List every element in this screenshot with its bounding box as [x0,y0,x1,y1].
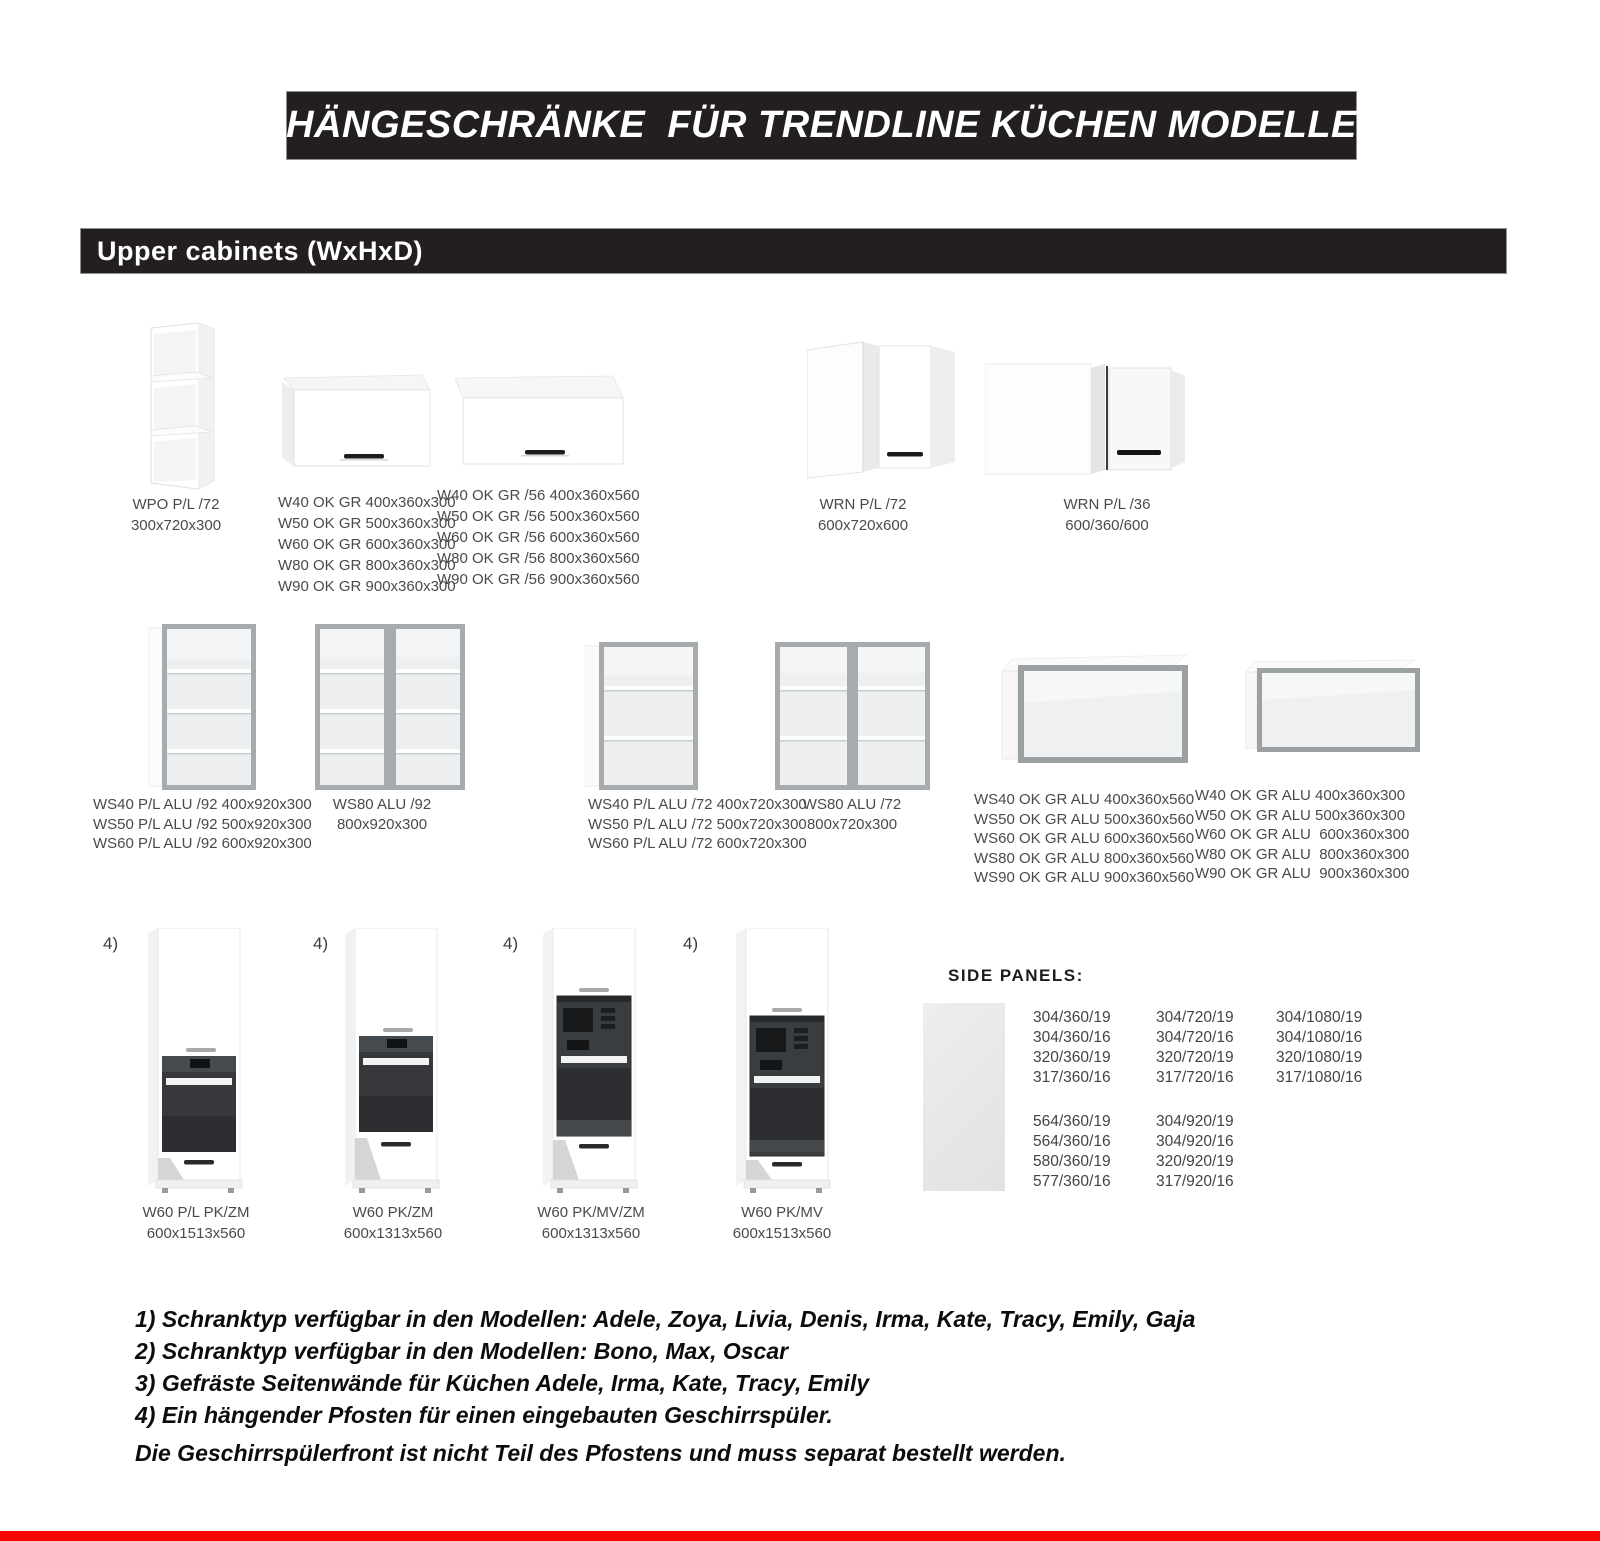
text-line: 320/360/19 [1033,1049,1111,1066]
footnotes-list [135,1303,1195,1431]
text-line: 304/720/19 [1156,1009,1234,1026]
text-line: 317/360/16 [1033,1069,1111,1086]
illustration-tall-cabinet-w60-pl-pk-zm [148,928,248,1194]
text-line: WS40 P/L ALU /92 400x920x300 [93,796,312,813]
illustration-corner-cabinet-wrn-36 [985,360,1185,478]
product-label-ws-alu-92 [93,795,312,854]
text-line: WS50 P/L ALU /72 500x720x300 [588,815,807,833]
text-line: W60 PK/MV/ZM [537,1204,645,1221]
text-line: W60 P/L PK/ZM [142,1204,250,1221]
text-line: 600x1313x560 [343,1225,443,1242]
product-label-w-ok-gr-alu [1195,786,1409,884]
text-line: 320/1080/19 [1276,1049,1363,1066]
illustration-glass-cabinet-ws80-72 [775,640,930,792]
product-label-wpo [108,494,244,536]
product-label-ws80-alu-72 [782,795,922,834]
product-label-w60-pk-mv [697,1202,867,1244]
text-line: WRN P/L /36 [1063,496,1151,513]
text-line: 300x720x300 [130,517,222,534]
text-line: 3) Gefräste Seitenwände für Küchen Adele, Irma, Kate, Tracy, Emily [135,1370,870,1396]
product-label-wrn-36 [1039,494,1175,536]
text-line: 1) Schranktyp verfügbar in den Modellen: Adele, Zoya, Livia, Denis, Irma, Kate, Tracy, Emily, Gaja [135,1306,1196,1332]
text-line: W50 OK GR ALU 500x360x300 [1195,806,1406,824]
text-line: 600x1513x560 [146,1225,246,1242]
text-line: 317/720/16 [1156,1069,1234,1086]
page-title: HÄNGESCHRÄNKE FÜR TRENDLINE KÜCHEN MODELLE [286,104,1357,146]
product-label-ws-ok-gr-alu [974,790,1194,888]
footnote-marker-4: 4) [503,934,519,953]
text-line: WS80 OK GR ALU 800x360x560 [974,849,1195,867]
illustration-tall-cabinet-w60-pk-mv-zm [543,928,643,1194]
footnote-marker-4: 4) [103,934,119,953]
side-panels-group1-col3 [1276,1008,1362,1088]
side-panels-group2-col1 [1033,1112,1111,1192]
text-line: W60 OK GR 600x360x300 [278,536,456,553]
text-line: 4) Ein hängender Pfosten für einen eingebauten Geschirrspüler. [135,1402,833,1428]
text-line: W90 OK GR 900x360x300 [278,578,456,595]
text-line: WS50 OK GR ALU 500x360x560 [974,810,1195,828]
footnote-marker-4: 4) [683,934,699,953]
illustration-horizontal-glass-cabinet-w-ok-gr-alu [1245,658,1420,756]
illustration-flap-cabinet-w-ok-gr-56 [455,374,630,466]
text-line: 304/920/16 [1156,1133,1234,1150]
text-line: W60 PK/ZM [352,1204,434,1221]
text-line: W60 PK/MV [741,1204,823,1221]
product-label-ws-alu-72 [588,795,807,854]
illustration-tall-cabinet-w60-pk-zm [345,928,445,1194]
text-line: WS50 P/L ALU /92 500x920x300 [93,815,312,833]
text-line: 304/920/19 [1156,1113,1234,1130]
text-line: WS60 OK GR ALU 600x360x560 [974,830,1195,847]
page-title-banner [286,91,1357,160]
text-line: W80 OK GR ALU 800x360x300 [1195,845,1410,863]
text-line: 564/360/19 [1033,1113,1111,1130]
text-line: WS80 ALU /92 [332,796,432,813]
illustration-flap-cabinet-w-ok-gr [280,372,435,468]
text-line: W80 OK GR /56 800x360x560 [437,550,640,567]
text-line: WS40 OK GR ALU 400x360x560 [974,791,1195,808]
text-line: W40 OK GR /56 400x360x560 [437,487,640,504]
section-title: Upper cabinets (WxHxD) [97,235,424,266]
text-line: 320/720/19 [1156,1049,1234,1066]
text-line: WS40 P/L ALU /72 400x720x300 [588,796,807,813]
text-line: 304/720/16 [1156,1029,1234,1046]
side-panels-group1-col2 [1156,1008,1234,1088]
text-line: W50 OK GR /56 500x360x560 [437,508,640,525]
text-line: 600/360/600 [1065,517,1149,534]
text-line: W40 OK GR ALU 400x360x300 [1195,787,1406,804]
footnote-marker-4: 4) [313,934,329,953]
product-label-w60-pl-pk-zm [111,1202,281,1244]
illustration-glass-cabinet-ws80-92 [315,622,465,792]
side-panels-group2-col2 [1156,1112,1234,1192]
side-panel-illustration [923,1003,1005,1191]
text-line: W60 OK GR /56 600x360x560 [437,529,640,546]
text-line: WS90 OK GR ALU 900x360x560 [974,869,1195,886]
text-line: W40 OK GR 400x360x300 [278,494,456,511]
footer-accent-bar [0,1531,1600,1541]
text-line: W50 OK GR 500x360x300 [278,515,456,532]
text-line: 564/360/16 [1033,1133,1111,1150]
product-label-wrn-72 [795,494,931,536]
text-line: 304/360/19 [1033,1009,1111,1026]
side-panels-title: SIDE PANELS: [948,966,1084,985]
text-line: 304/1080/16 [1276,1029,1363,1046]
text-line: 320/920/19 [1156,1153,1234,1170]
product-label-ws80-alu-92 [312,795,452,834]
illustration-glass-cabinet-ws-72 [585,640,700,792]
product-label-w-ok-gr [278,492,456,597]
text-line: 800x720x300 [806,815,898,833]
text-line: WS60 P/L ALU /72 600x720x300 [588,835,807,852]
text-line: W90 OK GR ALU 900x360x300 [1195,865,1410,882]
illustration-tall-cabinet-w60-pk-mv [736,928,836,1194]
text-line: 317/920/16 [1156,1173,1234,1190]
text-line: W80 OK GR 800x360x300 [278,557,456,574]
product-label-w60-pk-zm [308,1202,478,1244]
text-line: WPO P/L /72 [132,496,220,513]
product-label-w-ok-gr-56 [437,485,640,590]
illustration-corner-shelf-wpo [148,322,218,490]
text-line: W90 OK GR /56 900x360x560 [437,571,640,588]
text-line: WRN P/L /72 [819,496,907,513]
text-line: 2) Schranktyp verfügbar in den Modellen: Bono, Max, Oscar [135,1338,789,1364]
text-line: 600x720x600 [817,517,909,534]
text-line: 317/1080/16 [1276,1069,1363,1086]
text-line: 800x920x300 [336,815,428,833]
text-line: 304/360/16 [1033,1029,1111,1046]
illustration-corner-cabinet-wrn-72 [807,340,957,480]
illustration-glass-cabinet-ws-92 [148,622,258,792]
text-line: WS60 P/L ALU /92 600x920x300 [93,835,312,852]
text-line: W60 OK GR ALU 600x360x300 [1195,826,1410,843]
text-line: 304/1080/19 [1276,1009,1363,1026]
section-header [80,228,1507,274]
dishwasher-front-note: Die Geschirrspülerfront ist nicht Teil des Pfostens und muss separat bestellt werden. [135,1440,1066,1466]
text-line: 600x1313x560 [541,1225,641,1242]
text-line: 580/360/19 [1033,1153,1111,1170]
text-line: 600x1513x560 [732,1225,832,1242]
text-line: WS80 ALU /72 [802,796,902,813]
product-label-w60-pk-mv-zm [506,1202,676,1244]
illustration-horizontal-glass-cabinet-ws-ok-gr-alu [1000,653,1190,765]
text-line: 577/360/16 [1033,1173,1111,1190]
side-panels-group1-col1 [1033,1008,1111,1088]
